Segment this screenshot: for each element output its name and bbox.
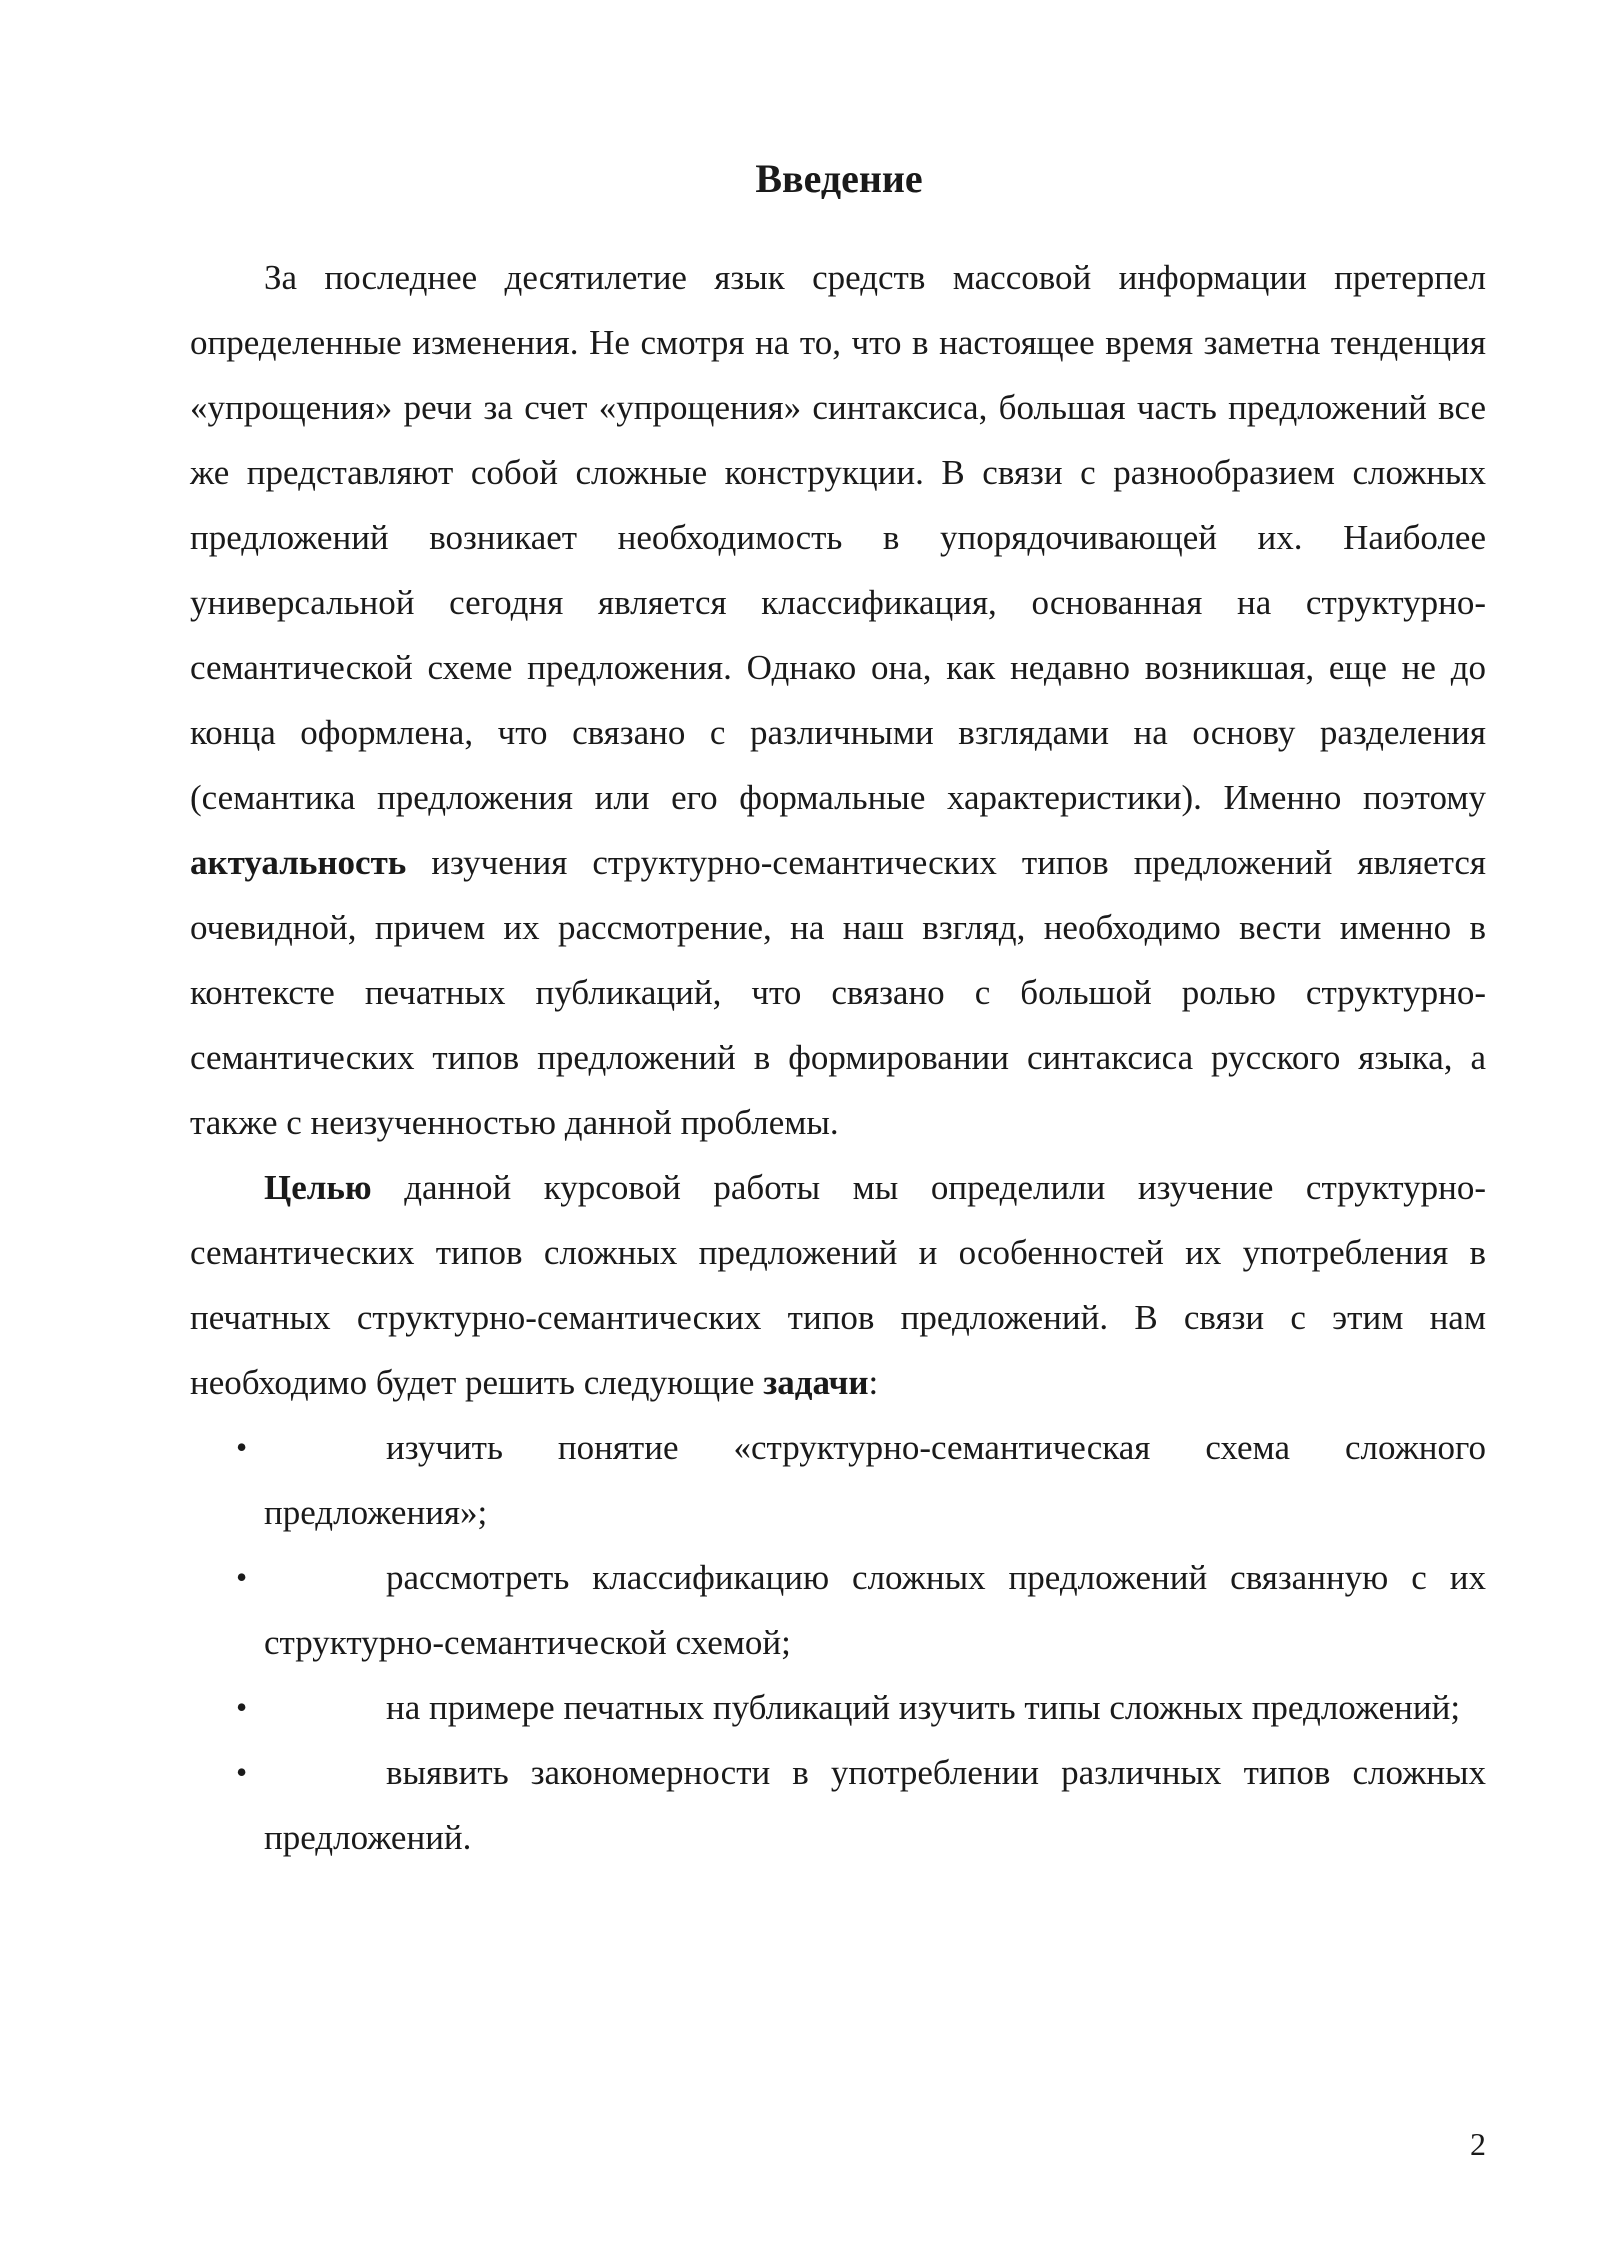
list-item [236, 1415, 1486, 1545]
goal-text: данной курсовой работы мы определили изучение структурно-семантических типов сложных предложений и особенностей их употребления в печатных структурно-семантических типов предложений. В связи с этим нам необходимо будет решить следующие [190, 1168, 1486, 1402]
bullet-icon: • [236, 1559, 248, 1595]
page-title: Введение [755, 156, 923, 201]
task-list [190, 1415, 1486, 1870]
intro-paragraph [190, 245, 1486, 1155]
intro-text-before: За последнее десятилетие язык средств массовой информации претерпел определенные изменения. Не смотря на то, что в настоящее время заметна тенденция «упрощения» речи за счет «упрощения» синтаксиса, большая часть предложений все же представляют собой сложные конструкции. В связи с разнообразием сложных предложений возникает необходимость в упорядочивающей их. Наиболее универсальной сегодня является классификация, основанная на структурно-семантической схеме предложения. Однако она, как недавно возникшая, еще не до конца оформлена, что связано с различными взглядами на основу разделения (семантика предложения или его формальные характеристики). Именно поэтому [190, 258, 1486, 817]
list-item [236, 1675, 1486, 1740]
intro-text-after: изучения структурно-семантических типов предложений является очевидной, причем их рассмотрение, на наш взгляд, необходимо вести именно в контексте печатных публикаций, что связано с большой ролью структурно-семантических типов предложений в формировании синтаксиса русского языка, а также с неизученностью данной проблемы. [190, 843, 1486, 1142]
tasks-term: задачи [763, 1363, 869, 1402]
bullet-icon: • [236, 1754, 248, 1790]
list-item [236, 1545, 1486, 1675]
relevance-term: актуальность [190, 843, 407, 882]
task-text: изучить понятие «структурно-семантическая схема сложного предложения»; [264, 1428, 1486, 1532]
task-text: на примере печатных публикаций изучить типы сложных предложений; [386, 1688, 1461, 1727]
goal-text-end: : [868, 1363, 879, 1402]
goal-paragraph [190, 1155, 1486, 1415]
task-text: выявить закономерности в употреблении различных типов сложных предложений. [264, 1753, 1486, 1857]
document-body [190, 245, 1486, 1870]
page-number: 2 [1470, 2126, 1486, 2162]
bullet-icon: • [236, 1689, 248, 1725]
goal-term: Целью [264, 1168, 372, 1207]
bullet-icon: • [236, 1429, 248, 1465]
task-text: рассмотреть классификацию сложных предложений связанную с их структурно-семантической схемой; [264, 1558, 1486, 1662]
list-item [236, 1740, 1486, 1870]
